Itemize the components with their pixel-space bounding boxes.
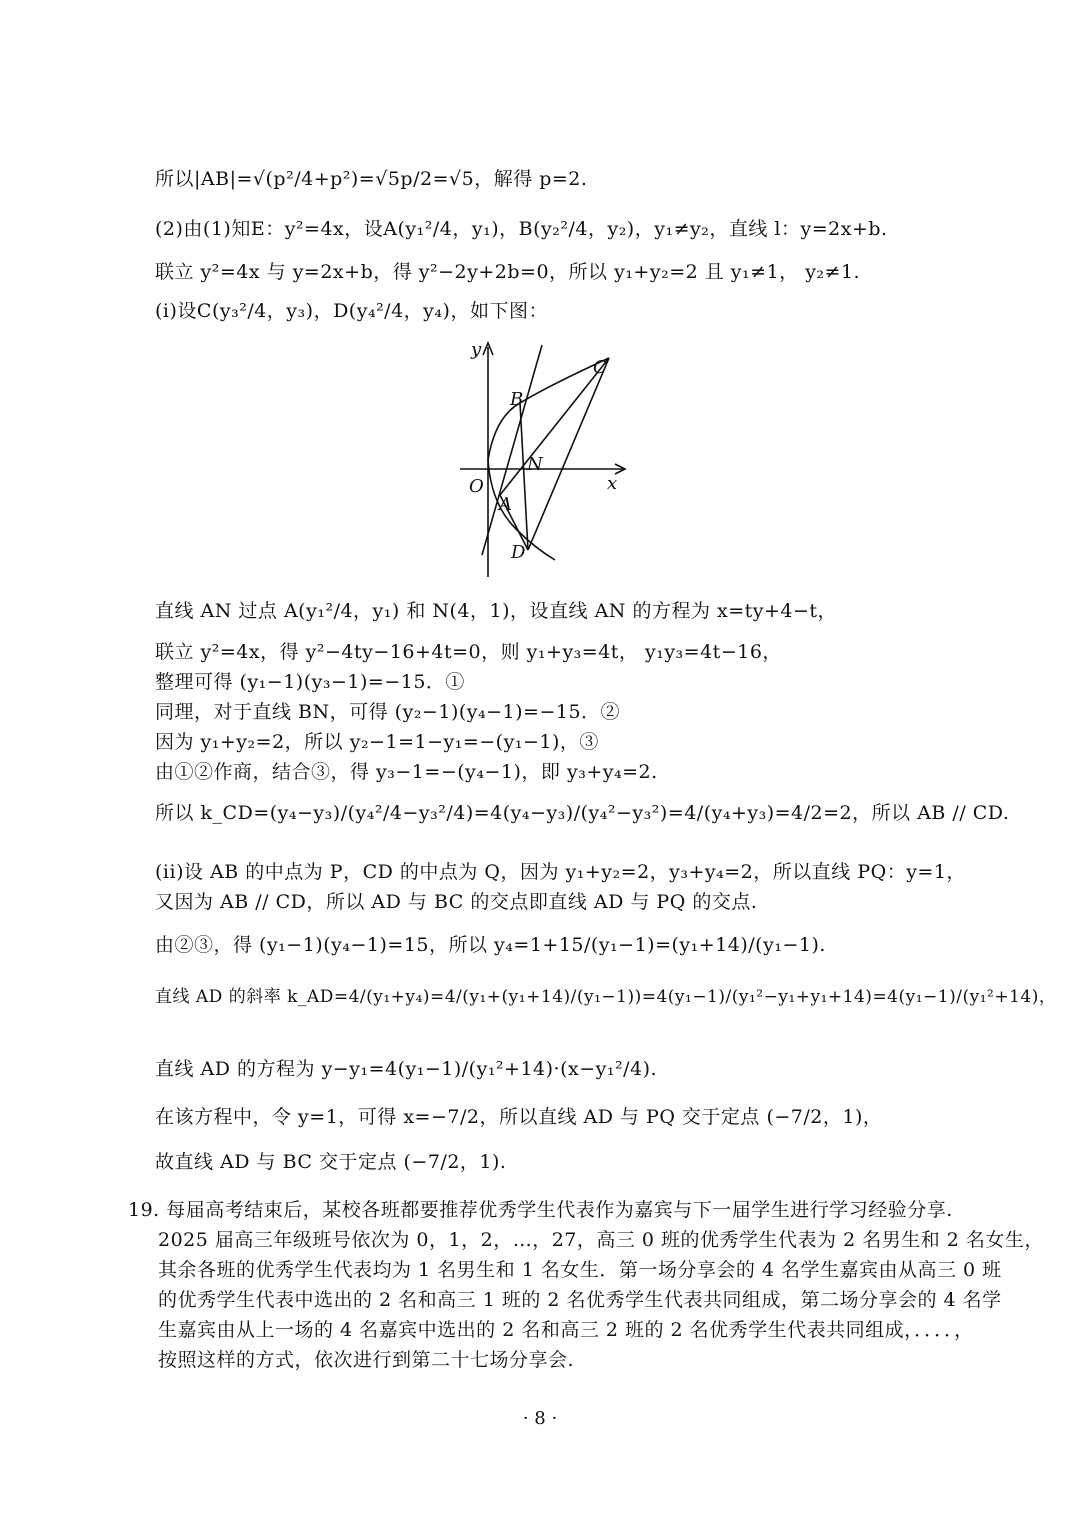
parabola-curve bbox=[488, 358, 609, 560]
page-number: · 8 · bbox=[522, 1408, 558, 1429]
parabola-figure bbox=[455, 335, 635, 585]
solution-line-9: 因为 y₁+y₂=2，所以 y₂−1=1−y₁=−(y₁−1)，③ bbox=[155, 731, 599, 753]
solution-line-12: (ii)设 AB 的中点为 P，CD 的中点为 Q，因为 y₁+y₂=2，y₃+y₄=2，所以直线 PQ：y=1， bbox=[155, 861, 966, 883]
label-a: A bbox=[499, 494, 512, 515]
solution-line-17: 在该方程中，令 y=1，可得 x=−7/2，所以直线 AD 与 PQ 交于定点 (−7/2，1)， bbox=[155, 1106, 883, 1128]
label-o: O bbox=[469, 476, 484, 497]
line-ac bbox=[500, 358, 609, 495]
solution-line-3: 联立 y²=4x 与 y=2x+b，得 y²−2y+2b=0，所以 y₁+y₂=2 且 y₁≠1， y₂≠1. bbox=[155, 261, 861, 283]
solution-line-15: 直线 AD 的斜率 k_AD=4/(y₁+y₄)=4/(y₁+(y₁+14)/(y₁−1))=4(y₁−1)/(y₁²−y₁+y₁+14)=4(y₁−1)/(y₁²+14)， bbox=[155, 987, 1057, 1007]
label-b: B bbox=[510, 389, 524, 410]
problem19-line-5: 生嘉宾由从上一场的 4 名嘉宾中选出的 2 名和高三 2 班的 2 名优秀学生代表共同组成，．．．．， bbox=[158, 1319, 974, 1341]
solution-line-2: (2)由(1)知E：y²=4x，设A(y₁²/4，y₁)，B(y₂²/4，y₂)，y₁≠y₂，直线 l：y=2x+b. bbox=[155, 218, 888, 240]
line-ab bbox=[482, 345, 542, 555]
label-y: y bbox=[471, 339, 482, 360]
solution-line-5: 直线 AN 过点 A(y₁²/4，y₁) 和 N(4，1)，设直线 AN 的方程为 x=ty+4−t， bbox=[155, 600, 838, 622]
solution-line-14: 由②③，得 (y₁−1)(y₄−1)=15，所以 y₄=1+15/(y₁−1)=(y₁+14)/(y₁−1). bbox=[155, 934, 826, 956]
problem19-line-2: 2025 届高三年级班号依次为 0，1，2，…，27，高三 0 班的优秀学生代表为 2 名男生和 2 名女生， bbox=[158, 1229, 1044, 1251]
label-x: x bbox=[607, 473, 618, 494]
problem19-line-1: 19. 每届高考结束后，某校各班都要推荐优秀学生代表作为嘉宾与下一届学生进行学习经验分享. bbox=[128, 1199, 953, 1221]
solution-line-1: 所以|AB|=√(p²/4+p²)=√5p/2=√5，解得 p=2. bbox=[155, 168, 588, 190]
label-d: D bbox=[511, 542, 526, 563]
problem19-line-4: 的优秀学生代表中选出的 2 名和高三 1 班的 2 名优秀学生代表共同组成，第二场分享会的 4 名学 bbox=[158, 1289, 1002, 1311]
solution-line-11: 所以 k_CD=(y₄−y₃)/(y₄²/4−y₃²/4)=4(y₄−y₃)/(y₄²−y₃²)=4/(y₄+y₃)=4/2=2，所以 AB // CD. bbox=[155, 802, 1010, 824]
problem19-line-3: 其余各班的优秀学生代表均为 1 名男生和 1 名女生．第一场分享会的 4 名学生嘉宾由从高三 0 班 bbox=[158, 1259, 1002, 1281]
solution-line-7: 整理可得 (y₁−1)(y₃−1)=−15．① bbox=[155, 671, 465, 693]
solution-line-8: 同理，对于直线 BN，可得 (y₂−1)(y₄−1)=−15．② bbox=[155, 701, 621, 723]
label-c: C bbox=[593, 357, 607, 378]
solution-line-4: (i)设C(y₃²/4，y₃)，D(y₄²/4，y₄)，如下图： bbox=[155, 300, 548, 322]
solution-line-16: 直线 AD 的方程为 y−y₁=4(y₁−1)/(y₁²+14)·(x−y₁²/4). bbox=[155, 1058, 658, 1080]
solution-line-10: 由①②作商，结合③，得 y₃−1=−(y₄−1)，即 y₃+y₄=2. bbox=[155, 761, 658, 783]
problem19-line-6: 按照这样的方式，依次进行到第二十七场分享会. bbox=[158, 1349, 575, 1371]
label-n: N bbox=[527, 454, 543, 475]
line-bd bbox=[520, 403, 528, 550]
solution-line-13: 又因为 AB // CD，所以 AD 与 BC 的交点即直线 AD 与 PQ 的交点. bbox=[155, 891, 758, 913]
solution-line-18: 故直线 AD 与 BC 交于定点 (−7/2，1). bbox=[155, 1151, 507, 1173]
solution-line-6: 联立 y²=4x，得 y²−4ty−16+4t=0，则 y₁+y₃=4t， y₁y₃=4t−16， bbox=[155, 641, 782, 663]
